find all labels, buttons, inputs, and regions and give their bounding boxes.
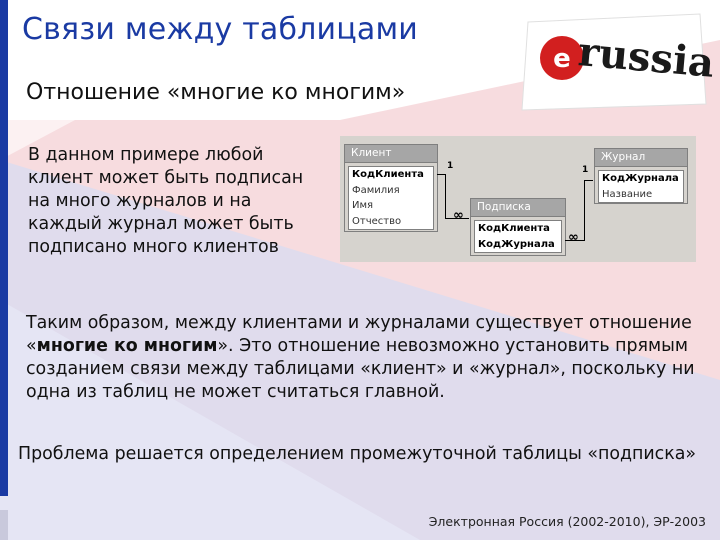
relation-line [584, 180, 593, 181]
paragraph-bold-term: многие ко многим [36, 336, 218, 356]
relation-line [445, 174, 446, 218]
table-client-header: Клиент [345, 145, 437, 163]
left-accent-bar-lower [0, 510, 8, 540]
slide-subtitle: Отношение «многие ко многим» [26, 80, 406, 105]
table-journal-header: Журнал [595, 149, 687, 167]
table-client [344, 144, 438, 232]
e-russia-logo [516, 8, 717, 116]
one-side-label: 1 [447, 161, 454, 171]
slide-title: Связи между таблицами [22, 12, 418, 47]
relationship-diagram [340, 136, 696, 262]
table-journal [594, 148, 688, 204]
relation-line [584, 180, 585, 240]
solution-text: Проблема решается определением промежуточной таблицы «подписка» [18, 444, 697, 464]
field-item: Отчество [352, 215, 402, 227]
field-item: Фамилия [352, 184, 400, 196]
left-accent-bar [0, 0, 8, 496]
slide-footer: Электронная Россия (2002-2010), ЭР-2003 [428, 514, 706, 529]
table-subscription [470, 198, 566, 256]
field-item: КодЖурнала [478, 238, 555, 250]
field-item: КодКлиента [478, 223, 550, 234]
svg-text:e: e [553, 44, 571, 74]
relation-line [437, 174, 445, 175]
many-side-label: ∞ [453, 208, 462, 223]
many-side-label: ∞ [568, 230, 577, 245]
table-subscription-fields [474, 220, 562, 253]
example-description: В данном примере любой клиент может быть подписан на много журналов и на каждый журнал может быть подписано много клиентов [28, 145, 304, 257]
field-item: КодЖурнала [602, 173, 679, 184]
logo-wordmark: russia [576, 28, 717, 87]
field-item: КодКлиента [352, 169, 424, 180]
paragraph-text: ». Это отношение невозможно установить прямым созданием связи между таблицами «клиент» и «журнал», поскольку ни одна из таблиц не может считаться главной. [26, 336, 695, 402]
table-client-fields [348, 166, 434, 230]
field-item: Название [602, 188, 653, 200]
paragraph-text: Таким образом, между клиентами и журналами существует отношение « [26, 313, 692, 356]
one-side-label: 1 [582, 165, 589, 175]
table-subscription-header: Подписка [471, 199, 565, 217]
explanation-paragraph [26, 312, 706, 404]
field-item: Имя [352, 200, 374, 211]
table-journal-fields [598, 170, 684, 203]
